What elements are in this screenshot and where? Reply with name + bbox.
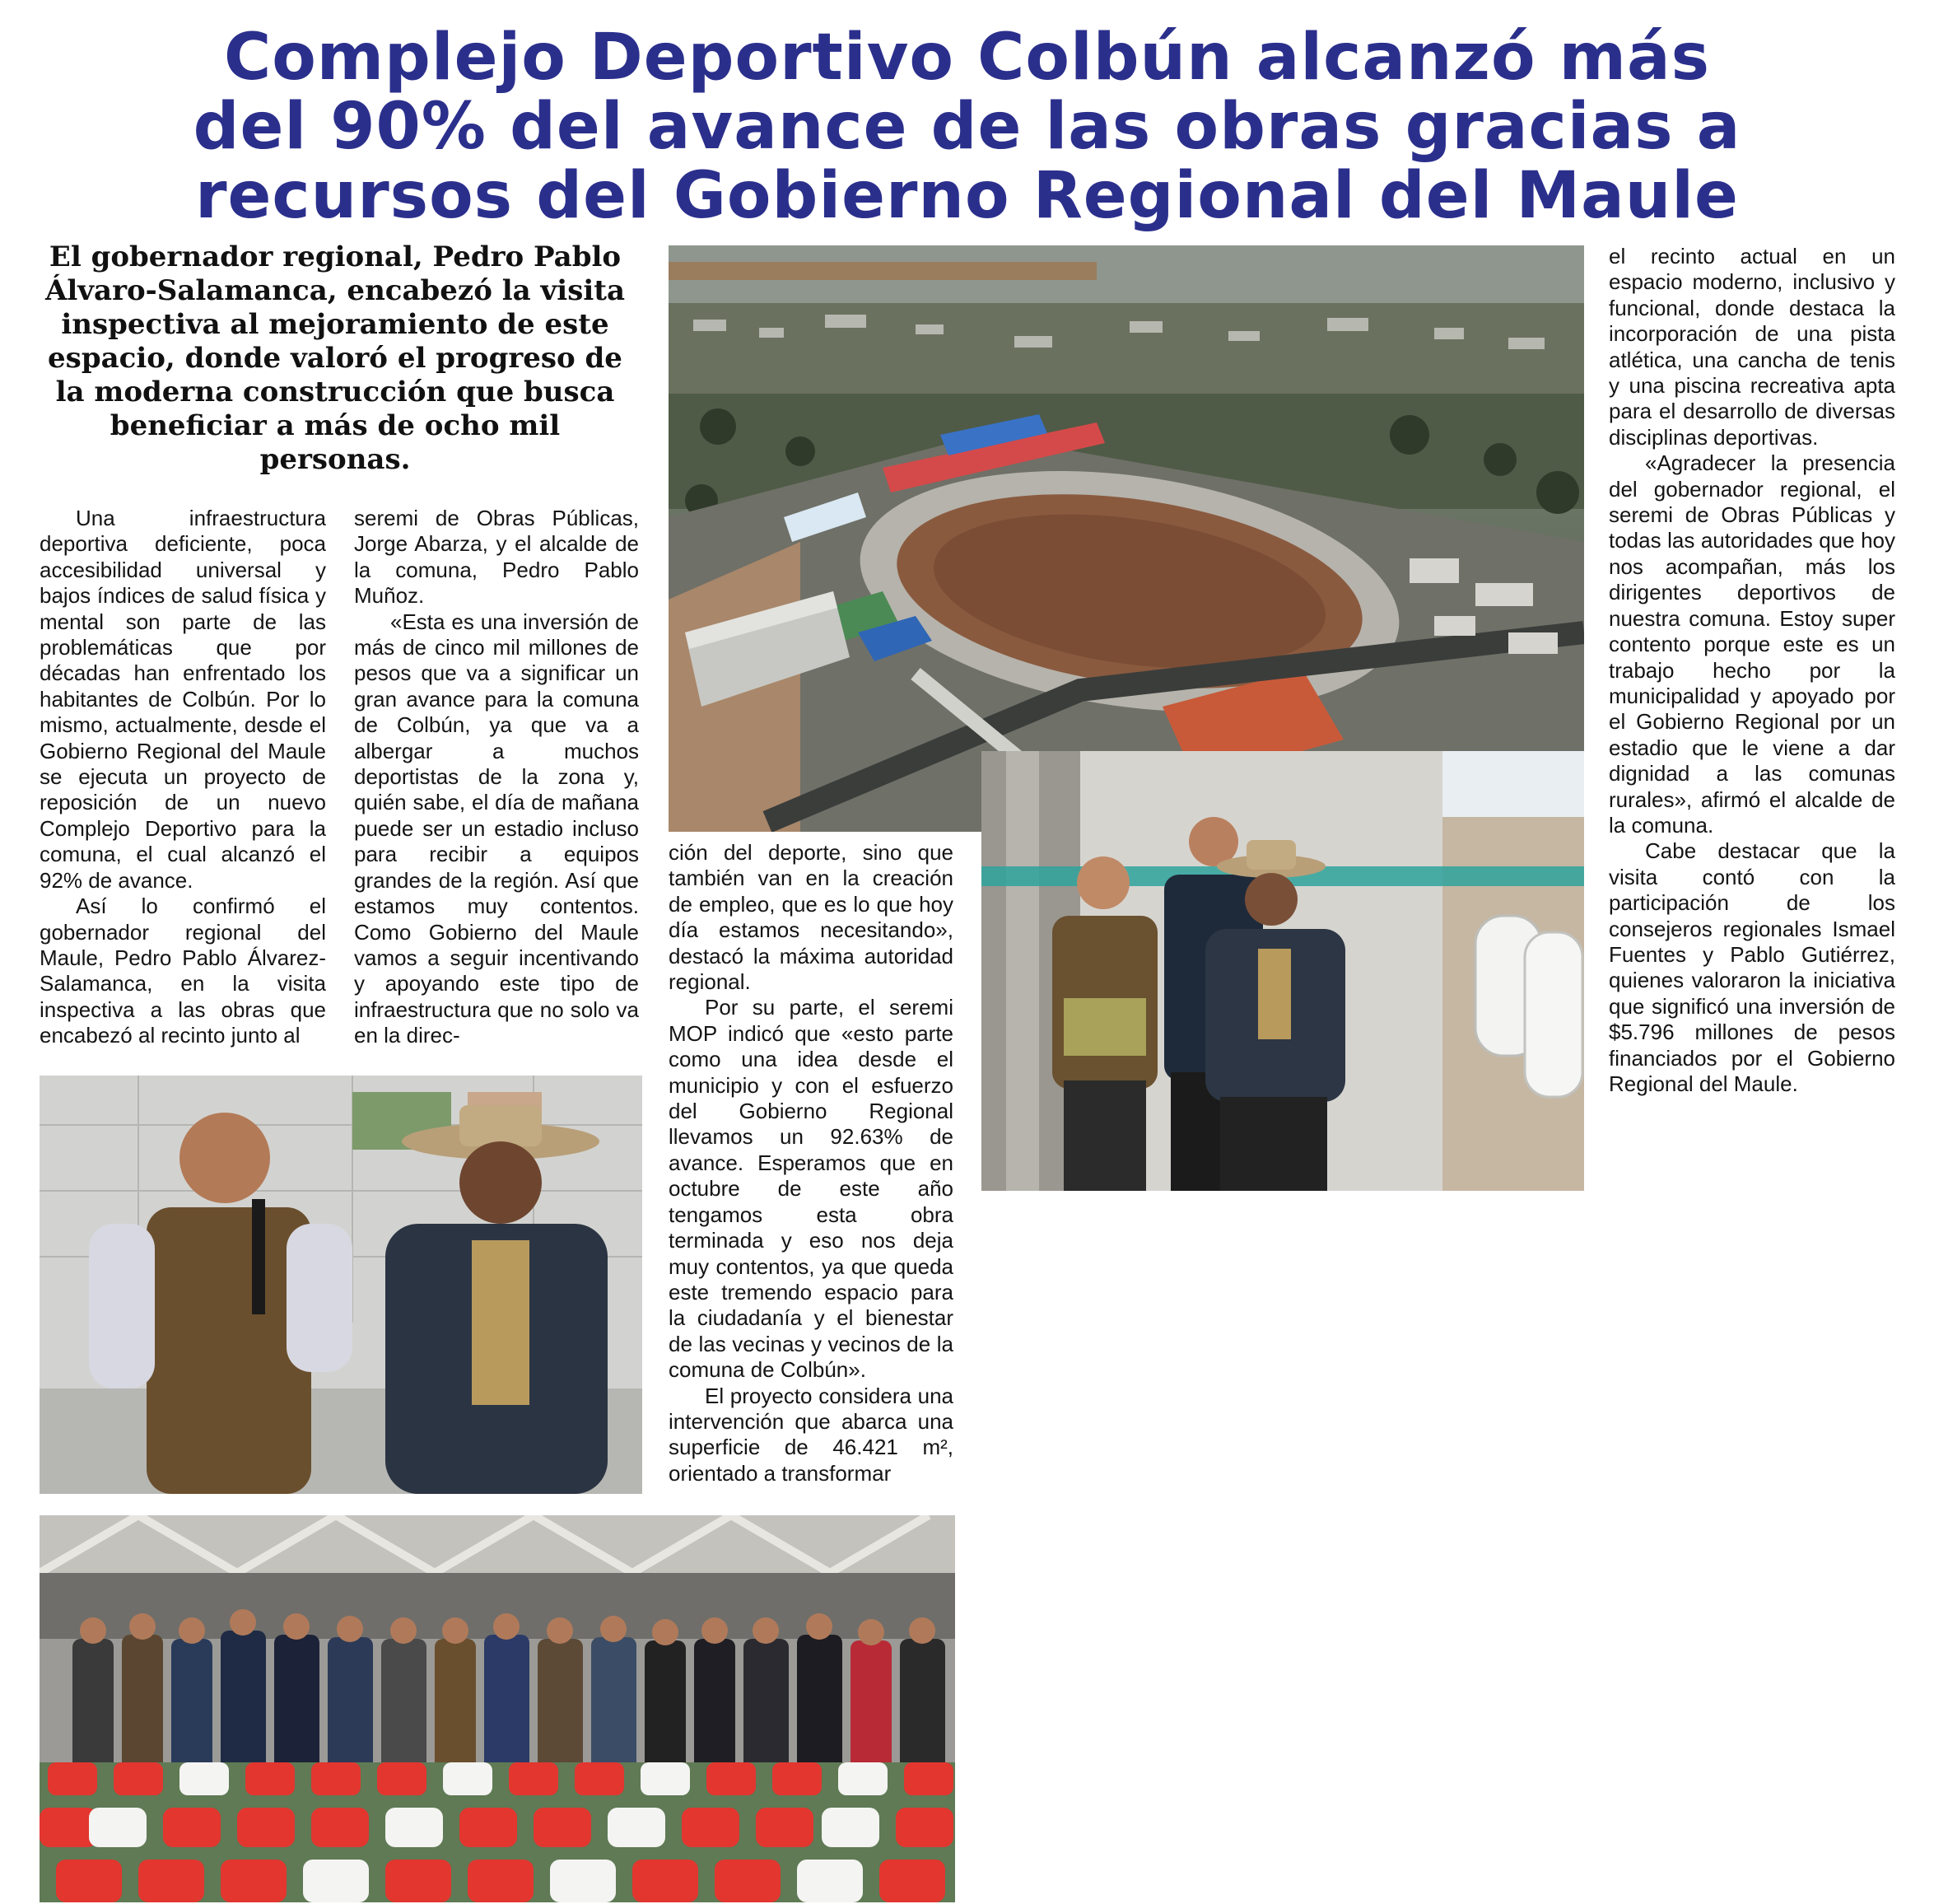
paragraph: Así lo confirmó el gobernador regional del Maule, Pedro Pablo Álvarez-Salamanca, en la visita inspectiva a las obras que encabezó al recinto junto al bbox=[40, 894, 326, 1048]
article-lede: El gobernador regional, Pedro Pablo Álvaro-Salamanca, encabezó la visita inspectiva al mejoramiento de este espacio, donde valoró el progreso de la moderna construcción que busca beneficiar a más de ocho mil personas. bbox=[44, 240, 625, 476]
text-column-2 bbox=[354, 506, 639, 1049]
group-grandstand-illustration bbox=[40, 1515, 955, 1902]
headline-line-1: Complejo Deportivo Colbún alcanzó más bbox=[223, 21, 1711, 95]
officials-restroom-illustration bbox=[981, 751, 1584, 1191]
paragraph: seremi de Obras Públicas, Jorge Abarza, y el alcalde de la comuna, Pedro Pablo Muñoz. bbox=[354, 506, 639, 609]
group-grandstand-photo bbox=[40, 1515, 955, 1902]
officials-restroom-photo bbox=[981, 751, 1584, 1191]
paragraph: ción del deporte, sino que también van en la creación de empleo, que es lo que hoy día estamos necesitando», destacó la máxima autoridad regional. bbox=[669, 840, 953, 995]
speakers-microphone-illustration bbox=[40, 1076, 642, 1494]
headline-line-3: recursos del Gobierno Regional del Maule bbox=[195, 159, 1739, 233]
aerial-stadium-illustration bbox=[669, 245, 1584, 832]
article-headline bbox=[49, 23, 1885, 231]
text-column-3 bbox=[669, 840, 953, 1486]
paragraph: Una infraestructura deportiva deficiente, poca accesibilidad universal y bajos índices de salud física y mental son parte de las problemáticas que por décadas han enfrentado los habitantes de Colbún. Por lo mismo, actualmente, desde el Gobierno Regional del Maule se ejecuta un proyecto de reposición de un nuevo Complejo Deportivo para la comuna, el cual alcanzó el 92% de avance. bbox=[40, 506, 326, 893]
paragraph: Cabe destacar que la visita contó con la participación de los consejeros regionales Ismael Fuentes y Pablo Gutiérrez, quienes valoraron la iniciativa que significó una inversión de $5.796 millones de pesos financiados por el Gobierno Regional del Maule. bbox=[1609, 838, 1895, 1096]
headline-line-2: del 90% del avance de las obras gracias a bbox=[193, 90, 1741, 164]
paragraph: Por su parte, el seremi MOP indicó que «esto parte como una idea desde el municipio y con el esfuerzo del Gobierno Regional llevamos un 92.63% de avance. Esperamos que en octubre de este año tengamos esta obra terminada y eso nos deja muy contentos, ya que queda este tremendo espacio para la ciudadanía y el bienestar de las vecinas y vecinos de la comuna de Colbún». bbox=[669, 995, 953, 1383]
paragraph: «Agradecer la presencia del gobernador regional, el seremi de Obras Públicas y todas las autoridades que hoy nos acompañan, más los dirigentes deportivos de nuestra comuna. Estoy super contento porque este es un trabajo hecho por la municipalidad y apoyado por el Gobierno Regional por un estadio que le viene a dar dignidad a las comunas rurales», afirmó el alcalde de la comuna. bbox=[1609, 450, 1895, 838]
speakers-microphone-photo bbox=[40, 1076, 642, 1494]
text-column-4 bbox=[1609, 244, 1895, 1097]
paragraph: El proyecto considera una intervención que abarca una superficie de 46.421 m², orientado a transformar bbox=[669, 1383, 953, 1486]
paragraph: el recinto actual en un espacio moderno, inclusivo y funcional, donde destaca la incorporación de una pista atlética, una cancha de tenis y una piscina recreativa apta para el desarrollo de diversas disciplinas deportivas. bbox=[1609, 244, 1895, 450]
paragraph: «Esta es una inversión de más de cinco mil millones de pesos que va a significar un gran avance para la comuna de Colbún, ya que va a albergar a muchos deportistas de la zona y, quién sabe, el día de mañana puede ser un estadio incluso para recibir a equipos grandes de la región. Así que estamos muy contentos. Como Gobierno del Maule vamos a seguir incentivando y apoyando este tipo de infraestructura que no solo va en la direc- bbox=[354, 609, 639, 1048]
aerial-stadium-photo bbox=[669, 245, 1584, 832]
text-column-1 bbox=[40, 506, 326, 1049]
